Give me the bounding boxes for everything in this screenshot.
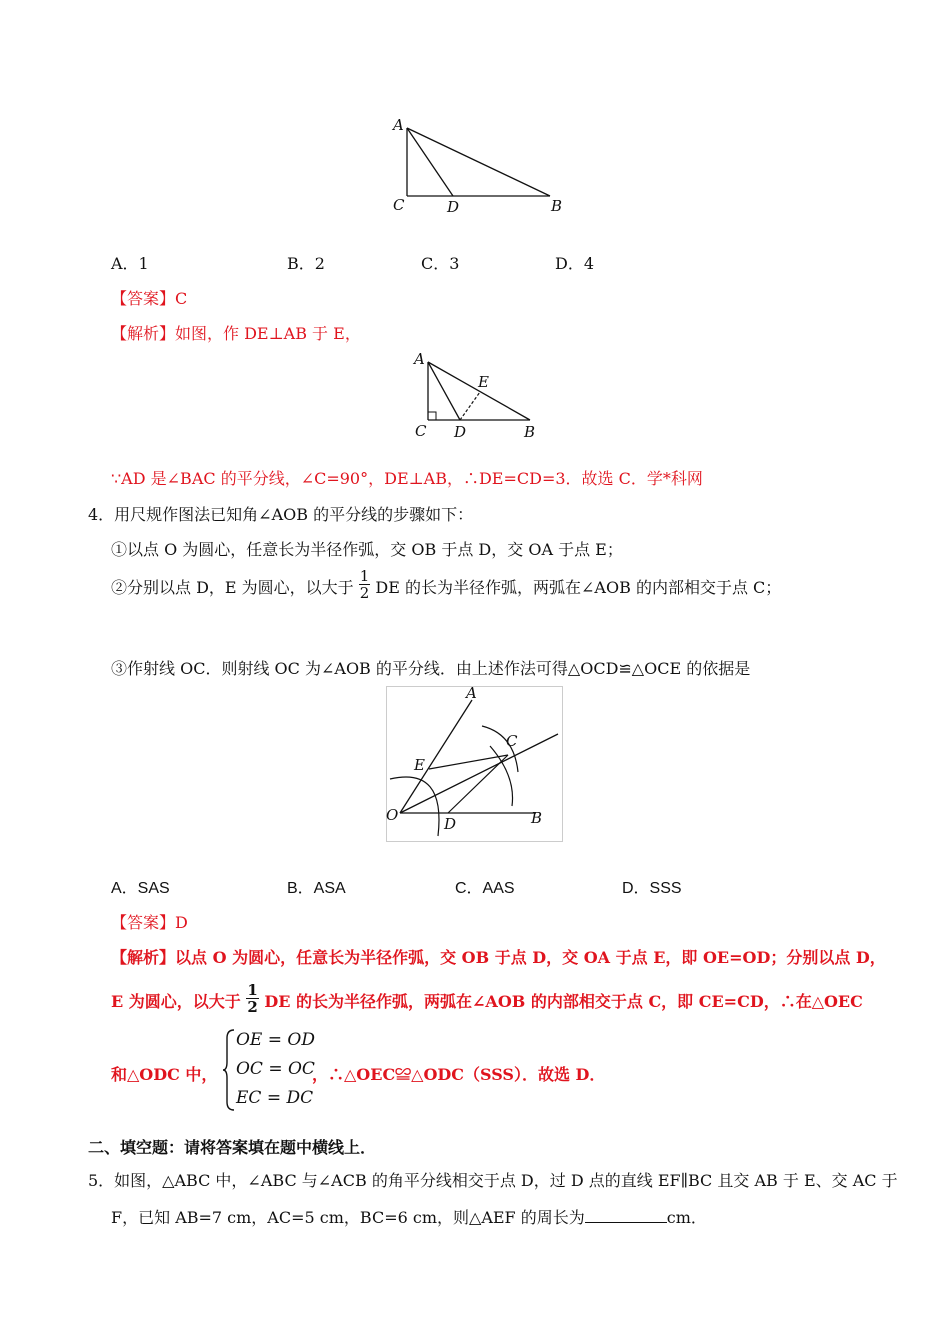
label-D: D [444,815,457,833]
arc-center-D [490,746,513,806]
step2-pre: ②分别以点 D，E 为圆心，以大于 [111,578,354,597]
equation-brace [222,1028,236,1112]
fraction-half: $\frac{1}{2}$ [247,981,258,1016]
label-D: D [454,423,467,441]
label-C: C [506,732,518,750]
q5-line2-post: cm． [666,1208,707,1227]
q4-step3: ③作射线 OC．则射线 OC 为∠AOB 的平分线．由上述作法可得△OCD≌△OCE 的依据是 [111,659,751,678]
q4-analysis-line2 [111,981,863,1019]
q4-option-b: B．ASA [287,880,346,897]
q5-line1: 5．如图，△ABC 中，∠ABC 与∠ACB 的角平分线相交于点 D，过 D 点的直线 EF∥BC 且交 AB 于 E、交 AC 于 [88,1171,898,1190]
q4-analysis-line3-post: ，∴△OEC≌△ODC（SSS）．故选 D． [312,1065,606,1084]
label-B: B [531,809,543,827]
label-D: D [447,198,460,216]
analysis-line2-post: DE 的长为半径作弧，两弧在∠AOB 的内部相交于点 C，即 CE=CD，∴在△OEC [264,992,863,1011]
answer-value: C [175,289,188,308]
label-C: C [415,422,427,440]
q3-conclusion: ∵AD 是∠BAC 的平分线，∠C=90°，DE⊥AB，∴DE=CD=3．故选 C．学*科网 [111,469,703,488]
q3-analysis [111,321,361,344]
analysis-line2-pre: E 为圆心，以大于 [111,992,241,1011]
analysis-tag: 【解析】 [111,324,176,343]
label-B: B [551,197,563,215]
q4-angle-bisector-figure [386,686,564,843]
q4-answer [111,910,188,933]
q5-line2 [111,1205,707,1228]
q3-option-b: B．2 [287,254,325,273]
label-A: A [393,116,404,134]
answer-value: D [175,913,188,932]
label-A: A [414,350,425,368]
segment-AD [407,128,453,196]
q4-step1: ①以点 O 为圆心，任意长为半径作弧，交 OB 于点 D，交 OA 于点 E； [111,540,623,559]
q3-option-a: A．1 [111,254,149,273]
equation-row-1: OE = OD [236,1030,315,1050]
answer-tag: 【答案】 [111,913,176,932]
ray-OA [400,700,472,813]
label-O: O [386,806,399,824]
q4-option-a: A．SAS [111,880,170,897]
equation-row-2: OC = OC [236,1059,315,1079]
q3-option-d: D．4 [555,254,595,273]
section-heading: 二、填空题：请将答案填在题中横线上． [88,1140,377,1157]
step2-post: DE 的长为半径作弧，两弧在∠AOB 的内部相交于点 C； [375,578,782,597]
q3-triangle-figure-2 [410,348,550,443]
q3-triangle-figure [385,112,575,222]
q4-step2 [111,567,782,605]
q4-option-d: D．SSS [622,880,682,897]
q3-option-c: C．3 [421,254,460,273]
q4-analysis-line1 [111,945,886,968]
answer-tag: 【答案】 [111,289,176,308]
q4-option-c: C．AAS [455,880,515,897]
label-B: B [524,423,536,441]
label-A: A [466,686,477,702]
analysis-text: 如图，作 DE⊥AB 于 E， [175,324,361,343]
right-angle-mark [428,412,436,420]
segment-DE-dashed [460,392,480,420]
q4-analysis-line3-pre: 和△ODC 中， [111,1065,218,1084]
analysis-tag: 【解析】 [111,948,176,967]
q3-answer [111,286,187,309]
q4-stem: 4．用尺规作图法已知角∠AOB 的平分线的步骤如下： [88,505,474,524]
label-E: E [414,756,425,774]
q5-line2-pre: F，已知 AB=7 cm，AC=5 cm，BC=6 cm，则△AEF 的周长为 [111,1208,585,1227]
label-E: E [478,373,489,391]
equation-row-3: EC = DC [236,1088,314,1108]
label-C: C [393,196,405,214]
segment-AB [407,128,550,196]
fraction-half: $\frac{1}{2}$ [359,567,370,602]
analysis-line1: 以点 O 为圆心，任意长为半径作弧，交 OB 于点 D，交 OA 于点 E，即 OE=OD；分别以点 D， [175,948,886,967]
answer-blank[interactable] [585,1208,667,1223]
